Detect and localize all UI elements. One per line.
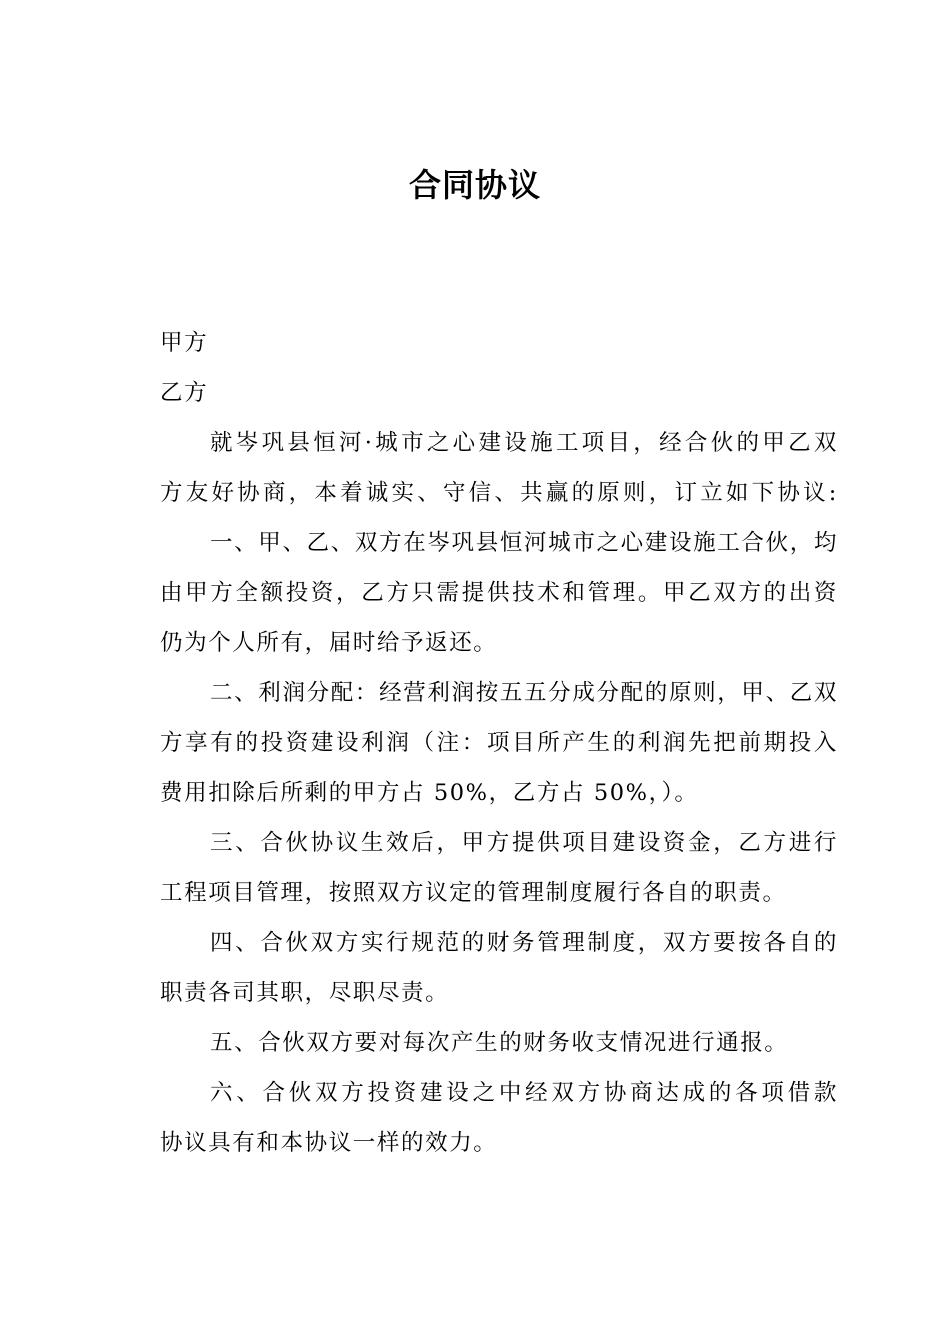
preamble-line-2: 方友好协商，本着诚实、守信、共赢的原则，订立如下协议: [160, 480, 838, 506]
preamble-line-1: 就岑巩县恒河·城市之心建设施工项目，经合伙的甲乙双 [210, 430, 838, 456]
clause-2-line-1: 二、利润分配：经营利润按五五分成分配的原则，甲、乙双 [210, 680, 838, 706]
clause-3-line-2: 工程项目管理，按照双方议定的管理制度履行各自的职责。 [160, 880, 787, 906]
clause-3-line-1: 三、合伙协议生效后，甲方提供项目建设资金，乙方进行 [210, 830, 838, 856]
clause-6-line-2: 协议具有和本协议一样的效力。 [160, 1130, 498, 1156]
clause-5-line-1: 五、合伙双方要对每次产生的财务收支情况进行通报。 [210, 1030, 789, 1056]
document-title: 合同协议 [408, 166, 541, 204]
clause-2-line-2: 方享有的投资建设利润（注：项目所产生的利润先把前期投入 [160, 730, 838, 756]
clause-1-line-1: 一、甲、乙、双方在岑巩县恒河城市之心建设施工合伙，均 [210, 530, 838, 556]
clause-1-line-2: 由甲方全额投资，乙方只需提供技术和管理。甲乙双方的出资 [160, 580, 838, 606]
party-b-line: 乙方 [160, 380, 209, 406]
clause-4-line-1: 四、合伙双方实行规范的财务管理制度，双方要按各自的 [210, 930, 838, 956]
clause-1-line-3: 仍为个人所有，届时给予返还。 [160, 630, 498, 656]
clause-4-line-2: 职责各司其职，尽职尽责。 [160, 980, 450, 1006]
clause-2-line-3: 费用扣除后所剩的甲方占 50%，乙方占 50%，）。 [160, 780, 699, 806]
document-body [160, 318, 838, 1168]
clause-6-line-1: 六、合伙双方投资建设之中经双方协商达成的各项借款 [210, 1080, 838, 1106]
party-a-line: 甲方 [160, 330, 209, 356]
